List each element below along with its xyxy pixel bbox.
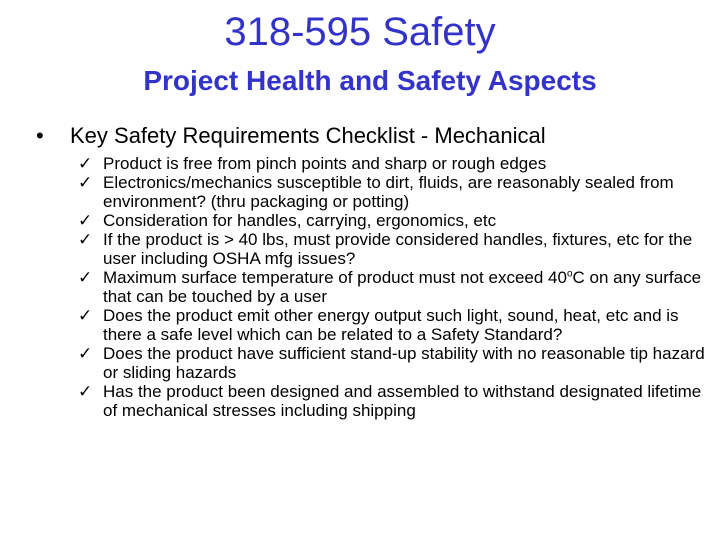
checkmark-icon: ✓ — [78, 382, 93, 401]
checklist-item — [78, 382, 718, 420]
checklist-item — [78, 344, 718, 382]
checklist-item-text: Does the product emit other energy output such light, sound, heat, etc and is there a safe level which can be related to a Safety Standard? — [103, 306, 679, 344]
checkmark-icon: ✓ — [78, 268, 93, 287]
checklist-item — [78, 306, 718, 344]
checkmark-icon: ✓ — [78, 173, 93, 192]
checklist-item-text: Maximum surface temperature of product must not exceed 40$^o$C on any surface that can be touched by a user — [103, 268, 702, 306]
checkmark-icon: ✓ — [78, 306, 93, 325]
checkmark-icon: ✓ — [78, 344, 93, 363]
checklist-item-text: If the product is > 40 lbs, must provide considered handles, fixtures, etc for the user including OSHA mfg issues? — [103, 230, 693, 268]
checkmark-icon: ✓ — [78, 230, 93, 249]
checklist-item — [78, 173, 718, 211]
slide-title: 318-595 Safety — [224, 10, 496, 54]
checklist-item — [78, 230, 718, 268]
checklist-item-text: Has the product been designed and assembled to withstand designated lifetime of mechanical stresses including shipping — [103, 382, 702, 420]
checkmark-icon: ✓ — [78, 154, 93, 173]
checklist — [78, 154, 718, 420]
checklist-item — [78, 154, 718, 173]
checklist-item-text: Consideration for handles, carrying, ergonomics, etc — [103, 211, 497, 230]
checklist-item-text: Electronics/mechanics susceptible to dirt, fluids, are reasonably sealed from environment? (thru packaging or potting) — [103, 173, 674, 211]
checkmark-icon: ✓ — [78, 211, 93, 230]
checklist-item — [78, 211, 718, 230]
main-bullet-text: Key Safety Requirements Checklist - Mechanical — [70, 123, 546, 148]
checklist-item — [78, 268, 718, 306]
slide-subtitle: Project Health and Safety Aspects — [143, 65, 597, 96]
checklist-item-text: Does the product have sufficient stand-up stability with no reasonable tip hazard or sliding hazards — [103, 344, 705, 382]
bullet-icon: • — [36, 123, 44, 148]
checklist-item-text: Product is free from pinch points and sharp or rough edges — [103, 154, 547, 173]
main-bullet — [36, 122, 546, 150]
